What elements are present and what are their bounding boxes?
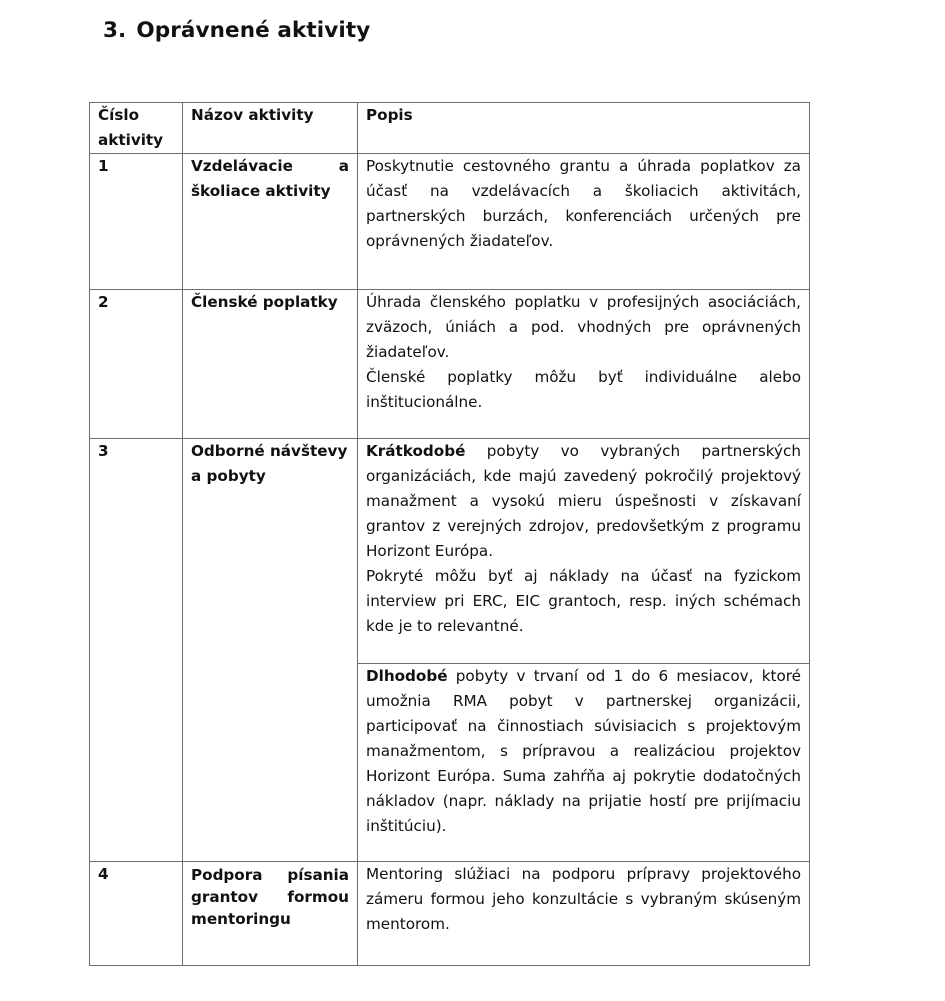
- header-activity-number: Číslo aktivity: [90, 103, 183, 154]
- activity-description: [358, 290, 810, 439]
- table-header-row: [90, 103, 810, 154]
- table-row: [90, 290, 810, 439]
- activity-name: Členské poplatky: [183, 290, 358, 439]
- activity-number: 1: [90, 154, 183, 290]
- activity-name: Vzdelávacie a školiace aktivity: [183, 154, 358, 290]
- activity-name: Podpora písania grantov formou mentoringu: [183, 862, 358, 966]
- activity-number: 4: [90, 862, 183, 966]
- activity-description: [358, 862, 810, 966]
- activities-table: [89, 102, 810, 966]
- header-description: Popis: [358, 103, 810, 154]
- section-heading: [103, 18, 370, 43]
- table-row: [90, 439, 810, 664]
- description-paragraph: Mentoring slúžiaci na podporu prípravy projektového zámeru formou jeho konzultácie s vybraným skúseným mentorom.: [366, 865, 801, 933]
- activity-number: 2: [90, 290, 183, 439]
- description-lead: Krátkodobé: [366, 442, 466, 460]
- activity-name: Odborné návštevy a pobyty: [183, 439, 358, 862]
- description-paragraph: Členské poplatky môžu byť individuálne alebo inštitucionálne.: [366, 368, 801, 411]
- description-paragraph: Krátkodobé pobyty vo vybraných partnerských organizáciách, kde majú zavedený pokročilý projektový manažment a vysokú mieru úspešnosti v získavaní grantov z verejných zdrojov, predovšetkým z programu Horizont Európa.: [366, 442, 801, 560]
- table-row: [90, 154, 810, 290]
- description-paragraph: Dlhodobé pobyty v trvaní od 1 do 6 mesiacov, ktoré umožnia RMA pobyt v partnerskej organizácii, participovať na činnostiach súvisiacich s projektovým manažmentom, s prípravou a realizáciou projektov Horizont Európa. Suma zahŕňa aj pokrytie dodatočných nákladov (napr. náklady na prijatie hostí pre prijímaciu inštitúciu).: [366, 667, 801, 835]
- section-title: Oprávnené aktivity: [136, 18, 371, 43]
- description-paragraph: Poskytnutie cestovného grantu a úhrada poplatkov za účasť na vzdelávacích a školiacich aktivitách, partnerských burzách, konferenciách určených pre oprávnených žiadateľov.: [366, 157, 801, 250]
- activity-number: 3: [90, 439, 183, 862]
- activity-description-short-term: [358, 439, 810, 664]
- activity-description-long-term: [358, 664, 810, 862]
- description-paragraph: Úhrada členského poplatku v profesijných asociáciách, zväzoch, úniách a pod. vhodných pre oprávnených žiadateľov.: [366, 293, 801, 361]
- description-lead: Dlhodobé: [366, 667, 448, 685]
- section-number: 3.: [103, 18, 127, 43]
- header-activity-name: Názov aktivity: [183, 103, 358, 154]
- description-paragraph: Pokryté môžu byť aj náklady na účasť na fyzickom interview pri ERC, EIC grantoch, resp. iných schémach kde je to relevantné.: [366, 567, 801, 635]
- activity-description: [358, 154, 810, 290]
- table-row: [90, 862, 810, 966]
